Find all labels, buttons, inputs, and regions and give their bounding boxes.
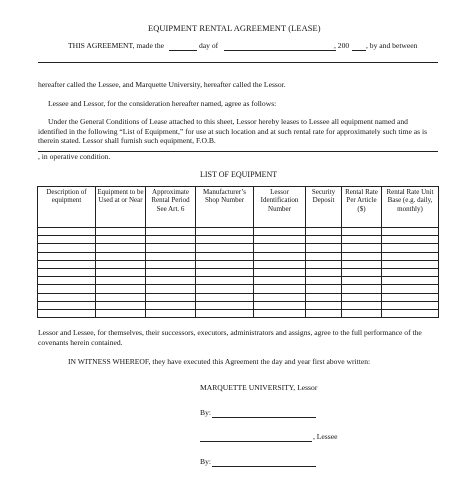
equipment-table-body [38,228,439,318]
column-header: Security Deposit [306,187,342,228]
lessee-name-signature-blank[interactable] [200,441,312,442]
year-blank[interactable] [352,50,366,51]
table-cell[interactable] [342,236,382,244]
table-cell[interactable] [342,301,382,309]
table-cell[interactable] [146,285,196,293]
day-blank[interactable] [169,50,197,51]
table-cell[interactable] [254,301,306,309]
table-cell[interactable] [96,260,146,268]
table-cell[interactable] [38,285,96,293]
equipment-table [37,186,439,318]
table-cell[interactable] [146,260,196,268]
table-cell[interactable] [146,252,196,260]
table-cell[interactable] [342,309,382,317]
table-cell[interactable] [146,236,196,244]
list-of-equipment-heading: LIST OF EQUIPMENT [200,170,278,179]
table-cell[interactable] [38,244,96,252]
column-header: Manufacturer’s Shop Number [196,187,254,228]
table-cell[interactable] [196,252,254,260]
table-cell[interactable] [146,228,196,236]
table-row [38,301,439,309]
table-cell[interactable] [196,293,254,301]
table-cell[interactable] [382,285,439,293]
table-cell[interactable] [382,277,439,285]
table-cell[interactable] [382,236,439,244]
table-cell[interactable] [38,260,96,268]
table-cell[interactable] [342,277,382,285]
table-cell[interactable] [254,285,306,293]
table-cell[interactable] [306,252,342,260]
table-cell[interactable] [342,252,382,260]
table-row [38,252,439,260]
lessor-signature-blank[interactable] [212,417,316,418]
table-row [38,293,439,301]
table-cell[interactable] [38,236,96,244]
table-cell[interactable] [196,277,254,285]
table-cell[interactable] [254,236,306,244]
table-cell[interactable] [306,285,342,293]
table-cell[interactable] [342,260,382,268]
lessor-name: MARQUETTE UNIVERSITY, Lessor [200,383,318,392]
table-cell[interactable] [96,301,146,309]
table-cell[interactable] [342,228,382,236]
table-cell[interactable] [196,244,254,252]
conditions-paragraph: Under the General Conditions of Lease attached to this sheet, Lessor hereby leases to Lessee all equipment named and identified in the following “List of Equipment,” for use at such location and at such rental rate for approximately such time as is therein stated. Lessor shall furnish such equipment, F.O.B. [38,117,428,146]
table-cell[interactable] [96,309,146,317]
table-cell[interactable] [146,293,196,301]
by-label: By: [200,408,211,417]
lessee-name-blank[interactable] [38,62,438,63]
table-cell[interactable] [38,268,96,276]
table-cell[interactable] [38,309,96,317]
table-cell[interactable] [306,244,342,252]
table-cell[interactable] [96,277,146,285]
by-and-between-text: , by and between [366,41,418,50]
table-cell[interactable] [382,228,439,236]
table-cell[interactable] [382,301,439,309]
table-cell[interactable] [306,228,342,236]
table-cell[interactable] [254,268,306,276]
table-cell[interactable] [306,260,342,268]
table-cell[interactable] [196,309,254,317]
table-cell[interactable] [254,293,306,301]
table-cell[interactable] [38,301,96,309]
column-header: Equipment to be Used at or Near [96,187,146,228]
by-label: By: [200,457,211,466]
table-cell[interactable] [146,268,196,276]
table-cell[interactable] [196,260,254,268]
agreement-made-text: THIS AGREEMENT, made the [68,41,165,50]
table-cell[interactable] [196,228,254,236]
table-row [38,268,439,276]
table-row [38,236,439,244]
table-cell[interactable] [306,277,342,285]
table-cell[interactable] [306,293,342,301]
table-cell[interactable] [146,301,196,309]
table-cell[interactable] [342,268,382,276]
table-cell[interactable] [254,260,306,268]
table-cell[interactable] [96,228,146,236]
table-cell[interactable] [254,252,306,260]
parties-line: hereafter called the Lessee, and Marquette University, hereafter called the Lessor. [38,80,286,89]
table-cell[interactable] [146,244,196,252]
table-row [38,260,439,268]
table-cell[interactable] [96,244,146,252]
table-cell[interactable] [196,236,254,244]
table-cell[interactable] [38,252,96,260]
table-cell[interactable] [38,228,96,236]
column-header: Rental Rate Unit Base (e.g. daily, monthly) [382,187,439,228]
table-cell[interactable] [196,268,254,276]
column-header: Lessor Identification Number [254,187,306,228]
day-of-text: day of [199,41,219,50]
table-cell[interactable] [196,285,254,293]
table-cell[interactable] [306,309,342,317]
table-cell[interactable] [254,309,306,317]
table-cell[interactable] [96,285,146,293]
table-cell[interactable] [196,301,254,309]
table-header-row [38,187,439,228]
table-cell[interactable] [342,293,382,301]
table-row [38,244,439,252]
table-row [38,309,439,317]
table-cell[interactable] [382,244,439,252]
table-row [38,277,439,285]
table-cell[interactable] [306,301,342,309]
column-header: Rental Rate Per Article ($) [342,187,382,228]
table-cell[interactable] [96,252,146,260]
lessee-signature-blank[interactable] [212,466,316,467]
table-cell[interactable] [342,285,382,293]
consideration-line: Lessee and Lessor, for the consideration hereafter named, agree as follows: [48,99,277,108]
binding-paragraph: Lessor and Lessee, for themselves, their successors, executors, administrators and assigns, agree to the full performance of the covenants herein contained. [38,328,422,347]
table-cell[interactable] [382,268,439,276]
table-cell[interactable] [254,244,306,252]
table-row [38,228,439,236]
table-cell[interactable] [96,236,146,244]
table-cell[interactable] [382,293,439,301]
table-cell[interactable] [96,268,146,276]
table-cell[interactable] [306,268,342,276]
table-cell[interactable] [146,277,196,285]
table-cell[interactable] [382,252,439,260]
table-row [38,285,439,293]
column-header: Description of equipment [38,187,96,228]
table-cell[interactable] [306,236,342,244]
table-cell[interactable] [146,309,196,317]
month-blank[interactable] [224,50,336,51]
column-header: Approximate Rental Period See Art. 6 [146,187,196,228]
lessee-label: , Lessee [313,432,338,441]
table-cell[interactable] [38,293,96,301]
year-prefix-text: , 200 [334,41,350,50]
document-title: EQUIPMENT RENTAL AGREEMENT (LEASE) [148,24,321,33]
table-cell[interactable] [38,277,96,285]
table-cell[interactable] [254,228,306,236]
operative-condition-text: , in operative condition. [38,152,111,161]
witness-line: IN WITNESS WHEREOF, they have executed this Agreement the day and year first above written: [68,357,371,366]
table-cell[interactable] [342,244,382,252]
table-cell[interactable] [96,293,146,301]
table-cell[interactable] [382,309,439,317]
table-cell[interactable] [254,277,306,285]
table-cell[interactable] [382,260,439,268]
